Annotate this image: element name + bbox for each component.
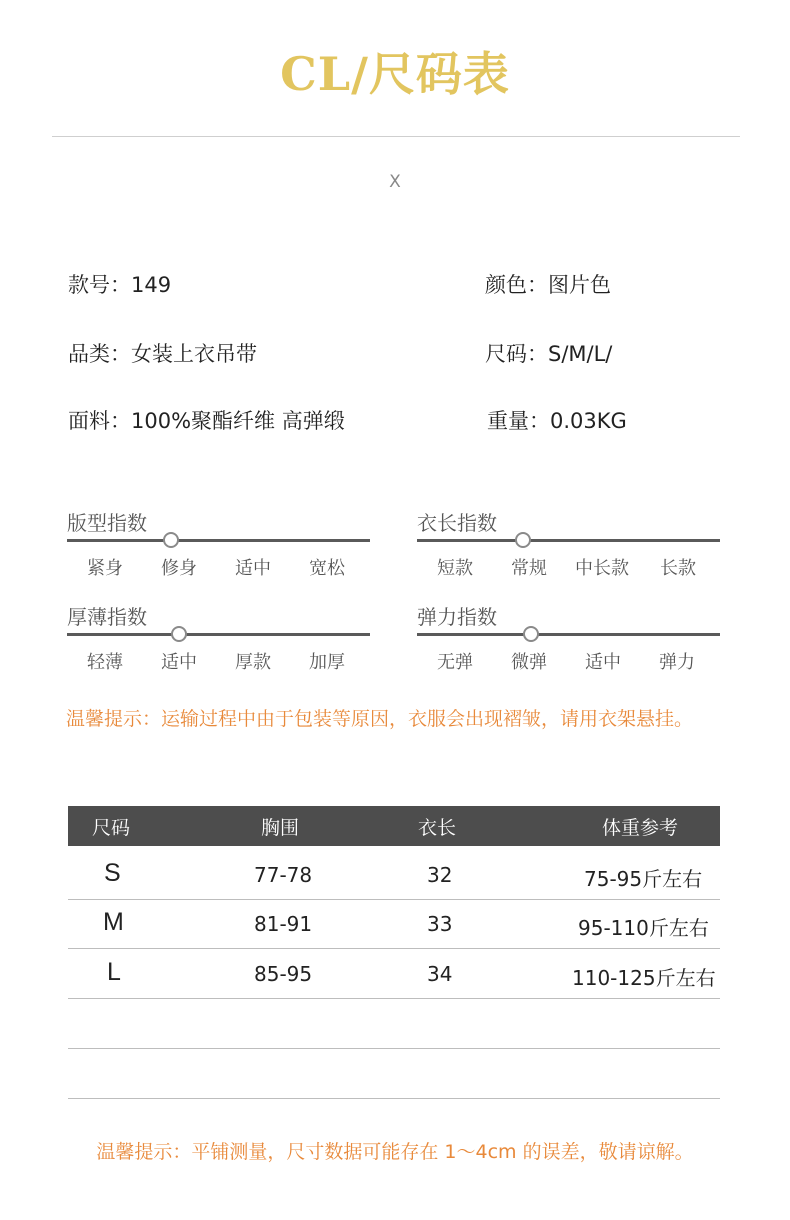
elasticity-tick-4: 弹力 [659, 652, 695, 673]
fit-tick-2: 修身 [161, 558, 197, 579]
fit-tick-1: 紧身 [87, 558, 123, 579]
measurement-tip: 温馨提示：平铺测量，尺寸数据可能存在 1～4cm 的误差，敬请谅解。 [96, 1141, 694, 1163]
header-length: 衣长 [418, 817, 457, 839]
thickness-tick-4: 加厚 [309, 652, 345, 673]
table-row-divider [68, 899, 720, 900]
fit-index-label: 版型指数 [67, 511, 147, 535]
row-m-size: M [103, 908, 124, 936]
elasticity-index-knob [523, 626, 539, 642]
table-row-divider [68, 1098, 720, 1099]
fit-index-knob [163, 532, 179, 548]
row-s-bust: 77-78 [254, 863, 313, 887]
thickness-index-label: 厚薄指数 [67, 605, 147, 629]
row-m-bust: 81-91 [254, 912, 313, 936]
row-s-weight: 75-95斤左右 [584, 867, 703, 891]
row-s-length: 32 [427, 863, 453, 887]
elasticity-tick-1: 无弹 [437, 652, 473, 673]
x-mark: X [389, 172, 401, 192]
length-index-label: 衣长指数 [417, 511, 497, 535]
table-row-divider [68, 1048, 720, 1049]
fit-tick-4: 宽松 [309, 558, 345, 579]
style-number: 款号：149 [68, 273, 172, 297]
elasticity-index-label: 弹力指数 [417, 605, 497, 629]
thickness-tick-2: 适中 [161, 652, 197, 673]
shipping-tip: 温馨提示：运输过程中由于包装等原因，衣服会出现褶皱，请用衣架悬挂。 [66, 708, 694, 730]
fit-index-track [67, 539, 370, 542]
product-category: 品类：女装上衣吊带 [68, 342, 257, 366]
thickness-index-track [67, 633, 370, 636]
table-row-divider [68, 998, 720, 999]
elasticity-tick-3: 适中 [585, 652, 621, 673]
product-color: 颜色：图片色 [485, 273, 611, 297]
header-size: 尺码 [92, 817, 131, 839]
header-bust: 胸围 [261, 817, 300, 839]
table-row-divider [68, 948, 720, 949]
length-tick-4: 长款 [660, 558, 696, 579]
product-sizes: 尺码：S/M/L/ [485, 342, 613, 366]
title-divider [52, 136, 740, 137]
row-l-size: L [107, 958, 121, 986]
length-tick-3: 中长款 [575, 558, 629, 579]
fit-tick-3: 适中 [235, 558, 271, 579]
product-weight: 重量：0.03KG [487, 409, 627, 433]
product-fabric: 面料：100%聚酯纤维 高弹缎 [68, 409, 345, 433]
thickness-tick-1: 轻薄 [87, 652, 123, 673]
length-tick-2: 常规 [511, 558, 547, 579]
length-index-track [417, 539, 720, 542]
elasticity-index-track [417, 633, 720, 636]
length-tick-1: 短款 [437, 558, 473, 579]
elasticity-tick-2: 微弹 [511, 652, 547, 673]
page-title: CL/尺码表 [280, 47, 510, 101]
row-l-weight: 110-125斤左右 [572, 966, 716, 990]
row-l-length: 34 [427, 962, 453, 986]
thickness-tick-3: 厚款 [235, 652, 271, 673]
row-s-size: S [104, 859, 121, 887]
thickness-index-knob [171, 626, 187, 642]
row-l-bust: 85-95 [254, 962, 313, 986]
header-weight-ref: 体重参考 [602, 817, 679, 839]
length-index-knob [515, 532, 531, 548]
row-m-weight: 95-110斤左右 [578, 916, 709, 940]
row-m-length: 33 [427, 912, 453, 936]
